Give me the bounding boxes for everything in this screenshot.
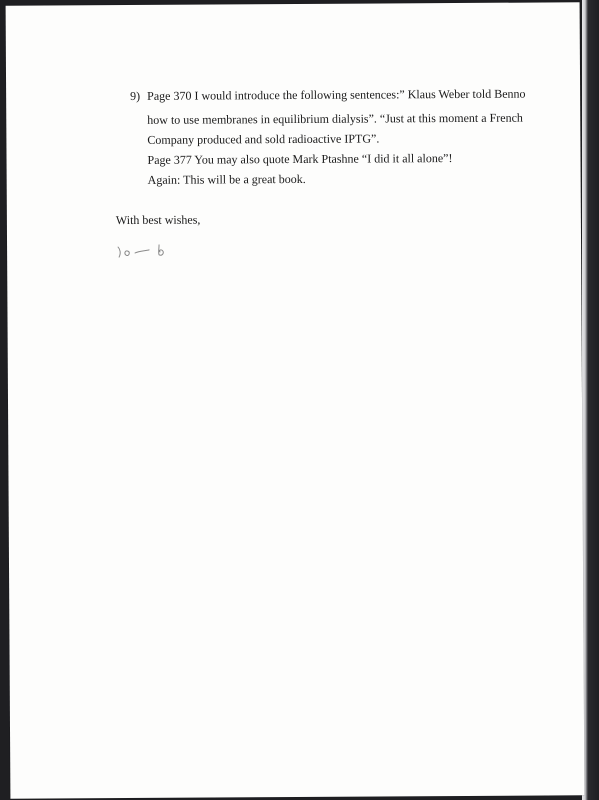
- body-line-4: Page 377 You may also quote Mark Ptashne “I did it all alone”!: [147, 151, 453, 167]
- document-page: [6, 2, 585, 798]
- body-line-3: Company produced and sold radioactive IPTG”.: [147, 131, 380, 147]
- paper-edge-strip: [582, 0, 599, 800]
- body-line-1: Page 370 I would introduce the following sentences:” Klaus Weber told Benno: [147, 86, 526, 103]
- handwritten-signature: [115, 239, 175, 261]
- list-item-number: 9): [130, 88, 141, 104]
- body-line-5: Again: This will be a great book.: [147, 171, 306, 187]
- closing-salutation: With best wishes,: [115, 212, 201, 228]
- body-line-2: how to use membranes in equilibrium dialysis”. “Just at this moment a French: [147, 110, 523, 127]
